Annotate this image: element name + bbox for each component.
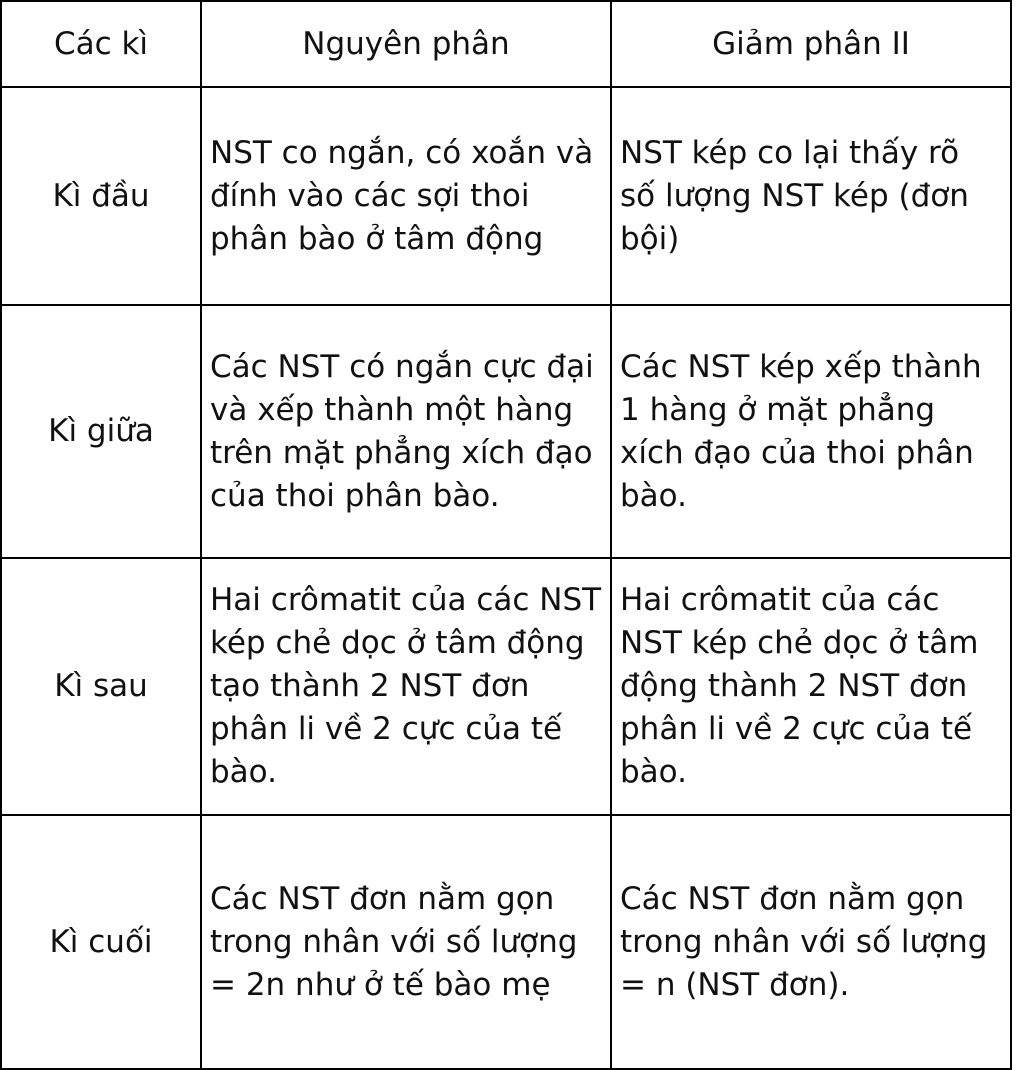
- header-meiosis-2: Giảm phân II: [611, 1, 1011, 87]
- table-row: [1, 87, 1011, 305]
- meiosis-2-cell: Các NST kép xếp thành 1 hàng ở mặt phẳng xích đạo của thoi phân bào.: [611, 305, 1011, 558]
- meiosis-2-cell: NST kép co lại thấy rõ số lượng NST kép (đơn bội): [611, 87, 1011, 305]
- table-header-row: [1, 1, 1011, 87]
- table-row: [1, 558, 1011, 815]
- phase-cell: Kì sau: [1, 558, 201, 815]
- header-mitosis: Nguyên phân: [201, 1, 611, 87]
- meiosis-2-cell: Các NST đơn nằm gọn trong nhân với số lượng = n (NST đơn).: [611, 815, 1011, 1069]
- phase-cell: Kì cuối: [1, 815, 201, 1069]
- phase-cell: Kì giữa: [1, 305, 201, 558]
- phase-cell: Kì đầu: [1, 87, 201, 305]
- table-row: [1, 815, 1011, 1069]
- mitosis-cell: Các NST đơn nằm gọn trong nhân với số lượng = 2n như ở tế bào mẹ: [201, 815, 611, 1069]
- table-row: [1, 305, 1011, 558]
- mitosis-cell: NST co ngắn, có xoắn và đính vào các sợi thoi phân bào ở tâm động: [201, 87, 611, 305]
- meiosis-2-cell: Hai crômatit của các NST kép chẻ dọc ở tâm động thành 2 NST đơn phân li về 2 cực của tế bào.: [611, 558, 1011, 815]
- mitosis-cell: Các NST có ngắn cực đại và xếp thành một hàng trên mặt phẳng xích đạo của thoi phân bào.: [201, 305, 611, 558]
- mitosis-cell: Hai crômatit của các NST kép chẻ dọc ở tâm động tạo thành 2 NST đơn phân li về 2 cực của tế bào.: [201, 558, 611, 815]
- header-phase: Các kì: [1, 1, 201, 87]
